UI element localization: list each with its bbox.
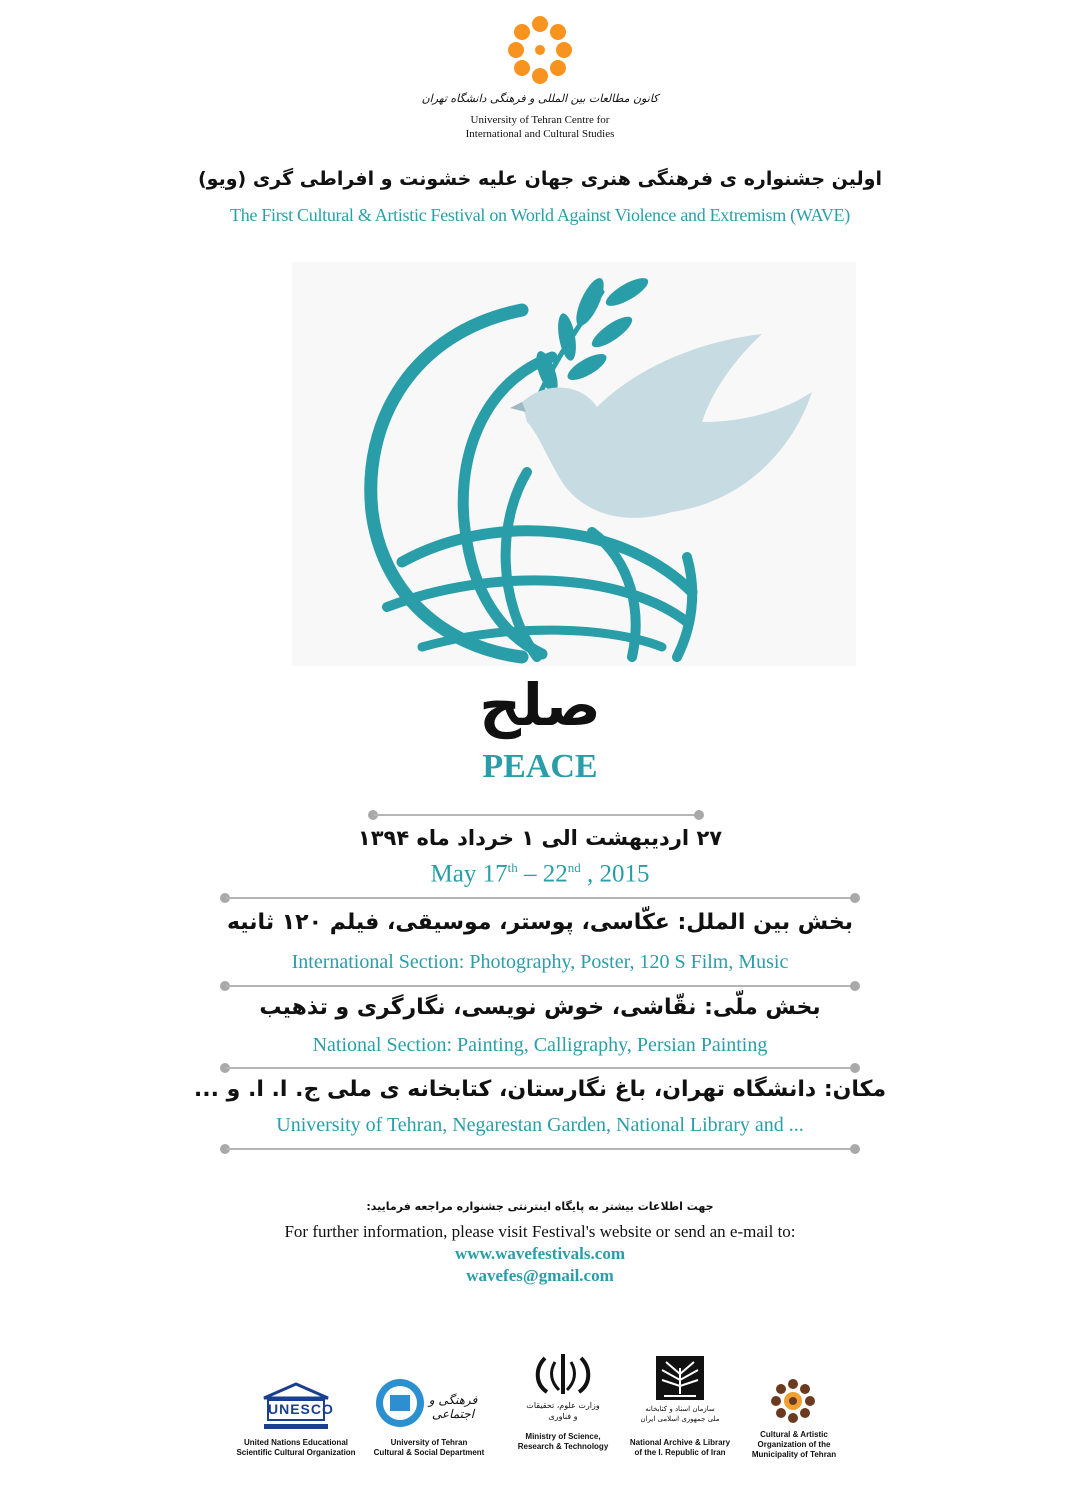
flower-icon — [498, 10, 582, 90]
sponsor-caption: University of Tehran Cultural & Social Department — [373, 1438, 485, 1457]
dates-fa: ۲۷ اردیبهشت الی ۱ خرداد ماه ۱۳۹۴ — [357, 826, 723, 850]
ministry-logo-text: وزارت علوم، تحقیقات و فناوری — [526, 1401, 600, 1421]
tehran-culture-logo — [770, 1378, 816, 1424]
section-venue-en: University of Tehran, Negarestan Garden, National Library and ... — [276, 1114, 804, 1136]
festival-title-fa: اولین جشنواره ی فرهنگی هنری جهان علیه خشونت و افراطی گری (ویو) — [198, 168, 882, 190]
divider — [220, 1143, 860, 1155]
theme-word-fa: صلح — [479, 671, 601, 739]
info-en: For further information, please visit Festival's website or send an e-mail to: — [284, 1222, 796, 1241]
sponsor-caption: National Archive & Library of the I. Republic of Iran — [629, 1438, 731, 1457]
dates-en: May 17th – 22nd , 2015 — [430, 860, 650, 888]
ut-logo-text: فرهنگی و اجتماعی — [428, 1393, 478, 1421]
section-venue-fa: مکان: دانشگاه تهران، باغ نگارستان، کتابخانه ی ملی ج. ا. ا. و ... — [193, 1077, 887, 1102]
email-link[interactable]: wavefes@gmail.com — [466, 1266, 614, 1285]
divider — [220, 892, 860, 904]
section-national-en: National Section: Painting, Calligraphy, Persian Painting — [312, 1034, 768, 1056]
university-of-tehran-logo — [372, 1375, 482, 1435]
national-library-logo — [640, 1354, 720, 1434]
divider — [220, 980, 860, 992]
festival-title-en: The First Cultural & Artistic Festival on World Against Violence and Extremism (WAVE) — [230, 205, 850, 225]
org-name-en-line1: University of Tehran Centre for — [470, 114, 610, 126]
divider — [368, 809, 704, 821]
section-national-fa: بخش ملّی: نقّاشی، خوش نویسی، نگارگری و تذهیب — [259, 995, 821, 1020]
theme-word-en: PEACE — [482, 748, 598, 785]
unesco-logo — [262, 1382, 334, 1434]
library-logo-text: سازمان اسناد و کتابخانه ملی جمهوری اسلامی ایران — [640, 1405, 720, 1423]
website-link[interactable]: www.wavefestivals.com — [455, 1244, 625, 1263]
info-fa: جهت اطلاعات بیشتر به پایگاه اینترنتی جشنواره مراجعه فرمایید: — [366, 1200, 714, 1213]
sponsor-caption: Cultural & Artistic Organization of the Municipality of Tehran — [751, 1430, 837, 1459]
section-international-en: International Section: Photography, Poster, 120 S Film, Music — [291, 951, 789, 973]
org-name-en-line2: International and Cultural Studies — [465, 128, 615, 140]
header-logo — [498, 10, 582, 90]
dove-globe-illustration — [292, 262, 856, 666]
sponsor-caption: Ministry of Science, Research & Technology — [517, 1432, 609, 1451]
unesco-logo-text: UNESCO — [268, 1401, 334, 1417]
sponsor-caption: United Nations Educational Scientific Cultural Organization — [236, 1438, 356, 1457]
divider — [220, 1062, 860, 1074]
org-name-fa: کانون مطالعات بین المللی و فرهنگی دانشگاه تهران — [421, 92, 659, 105]
section-international-fa: بخش بین الملل: عکّاسی، پوستر، موسیقی، فیلم ۱۲۰ ثانیه — [226, 910, 854, 935]
iran-emblem-logo — [525, 1352, 601, 1428]
